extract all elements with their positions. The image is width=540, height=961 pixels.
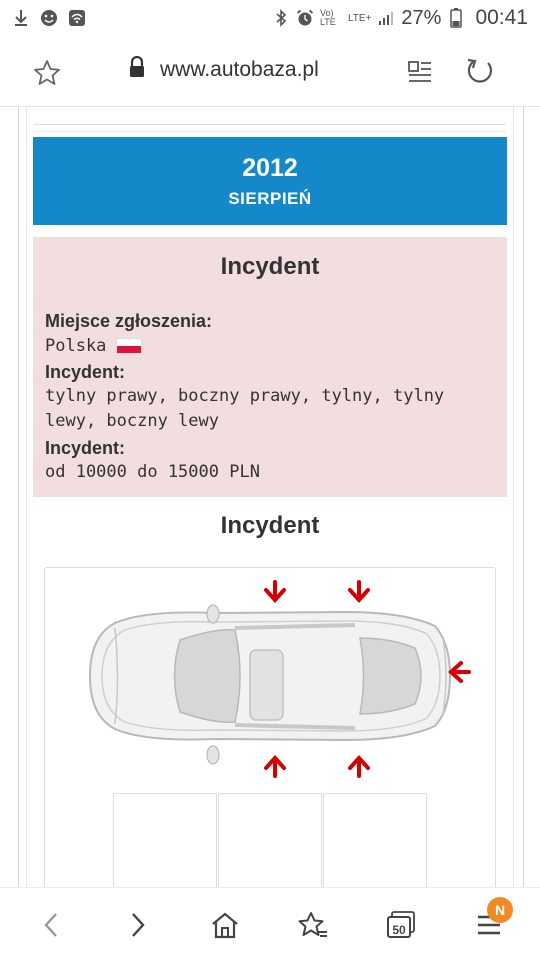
year-label: 2012 [242, 154, 298, 182]
field-label-incident: Incydent: [45, 362, 126, 382]
forward-icon[interactable] [121, 908, 155, 942]
incident-box [33, 237, 507, 497]
damage-photo-cell[interactable] [323, 793, 427, 887]
reload-icon[interactable] [464, 56, 496, 88]
volte-label: Vo) LTE [319, 8, 336, 27]
poland-flag-icon [116, 338, 142, 354]
damage-arrow-top-2-icon [350, 582, 368, 600]
clock: 00:41 [475, 6, 528, 29]
date-banner [33, 137, 507, 225]
car-diagram [45, 568, 495, 798]
field-value-cost: od 10000 do 15000 PLN [45, 462, 260, 482]
tabs-button[interactable] [384, 908, 418, 942]
lock-icon [128, 56, 146, 83]
damage-photo-cell[interactable] [218, 793, 322, 887]
car-outline-icon [90, 605, 450, 764]
url-text: www.autobaza.pl [160, 57, 319, 81]
damage-arrow-right-icon [451, 663, 469, 681]
battery-icon [447, 9, 465, 27]
country-text: Polska [45, 336, 107, 356]
battery-percent: 27% [401, 6, 442, 29]
reader-mode-icon[interactable] [406, 58, 434, 86]
bookmark-star-icon[interactable] [32, 58, 62, 88]
field-value-location [45, 334, 495, 359]
download-icon [12, 9, 30, 27]
status-bar-right [272, 6, 540, 30]
field-value-damage-areas: tylny prawy, boczny prawy, tylny, tylny lewy, boczny lewy [45, 386, 445, 431]
field-label-location: Miejsce zgłoszenia: [45, 311, 213, 331]
damage-arrow-bottom-1-icon [266, 758, 284, 776]
bookmarks-icon[interactable] [296, 908, 330, 942]
network-label: LTE+ [347, 12, 372, 24]
bluetooth-icon [272, 9, 290, 27]
alarm-icon [296, 9, 314, 27]
signal-icon [377, 9, 395, 27]
status-bar-left [0, 9, 86, 27]
divider [34, 131, 506, 132]
divider [34, 124, 506, 125]
tabs-count: 50 [392, 923, 406, 937]
address-bar [0, 36, 540, 107]
incident-title: Incydent [220, 253, 320, 280]
field-label-incident-cost: Incydent: [45, 438, 126, 458]
page-content[interactable] [0, 107, 540, 887]
back-icon[interactable] [34, 908, 68, 942]
home-icon[interactable] [208, 908, 242, 942]
wifi-icon [68, 9, 86, 27]
month-label: SIERPIEŃ [228, 189, 312, 208]
damage-diagram [44, 567, 496, 887]
smiley-icon [40, 9, 58, 27]
status-bar [0, 0, 540, 36]
damage-arrow-bottom-2-icon [350, 758, 368, 776]
damage-arrow-top-1-icon [266, 582, 284, 600]
diagram-title: Incydent [220, 512, 320, 539]
bottom-nav [0, 887, 540, 961]
damage-photo-cell[interactable] [113, 793, 217, 887]
menu-notification-badge: N [487, 897, 513, 923]
url-field[interactable] [128, 56, 319, 83]
